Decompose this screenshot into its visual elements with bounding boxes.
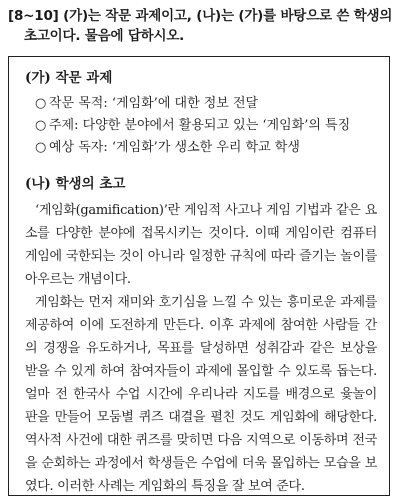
draft-paragraph-1: [25, 199, 377, 291]
circle-bullet-icon: ○: [35, 96, 47, 111]
task-item-purpose: [25, 93, 377, 115]
passage-box: [8, 56, 390, 496]
question-header-line-1: [8~10] (가)는 작문 과제이고, (나)는 (가)를 바탕으로 쓴 학생의: [8, 8, 393, 24]
task-item-text: 주제: 다양한 분야에서 활용되고 있는 ‘게임화’의 특징: [49, 118, 351, 133]
question-header-line-2: 초고이다. 물음에 답하시오.: [24, 28, 185, 44]
task-item-topic: [25, 115, 377, 137]
circle-bullet-icon: ○: [35, 140, 47, 155]
draft-paragraph-1-text: ‘게임화(gamification)’란 게임적 사고나 게임 기법과 같은 요소를 다양한 분야에 접목시키는 것이다. 이때 게임이란 컴퓨터 게임에 국한되는 것이 아니라 일정한 규칙에 따라 즐기는 놀이를 아우르는 개념이다.: [25, 203, 377, 287]
draft-paragraph-2-text: 게임화는 먼저 재미와 호기심을 느낄 수 있는 흥미로운 과제를 제공하여 이에 도전하게 만든다. 이후 과제에 참여한 사람들 간의 경쟁을 유도하거나, 목표를 달성하면 성취감과 같은 보상을 받을 수 있게 하여 참여자들이 과제에 몰입할 수 있도록 돕는다. 얼마 전 한국사 수업 시간에 우리나라 지도를 배경으로 윷놀이 판을 만들어 모둠별 퀴즈 대결을 펼친 것도 게임화에 해당한다. 역사적 사건에 대한 퀴즈를 맞히면 다음 지역으로 이동하며 전국을 순회하는 과정에서 학생들은 수업에 더욱 몰입하는 모습을 보였다. 이러한 사례는 게임화의 특징을 잘 보여 준다.: [25, 295, 377, 494]
draft-paragraph-2: [25, 291, 377, 498]
circle-bullet-icon: ○: [35, 118, 47, 133]
section-a-title: (가) 작문 과제: [25, 70, 113, 86]
task-item-text: 작문 목적: ‘게임화’에 대한 정보 전달: [49, 96, 259, 111]
section-b-title: (나) 학생의 초고: [25, 176, 126, 192]
question-header: [8, 6, 396, 46]
task-item-audience: [25, 137, 377, 159]
task-item-text: 예상 독자: ‘게임화’가 생소한 우리 학교 학생: [49, 140, 300, 155]
